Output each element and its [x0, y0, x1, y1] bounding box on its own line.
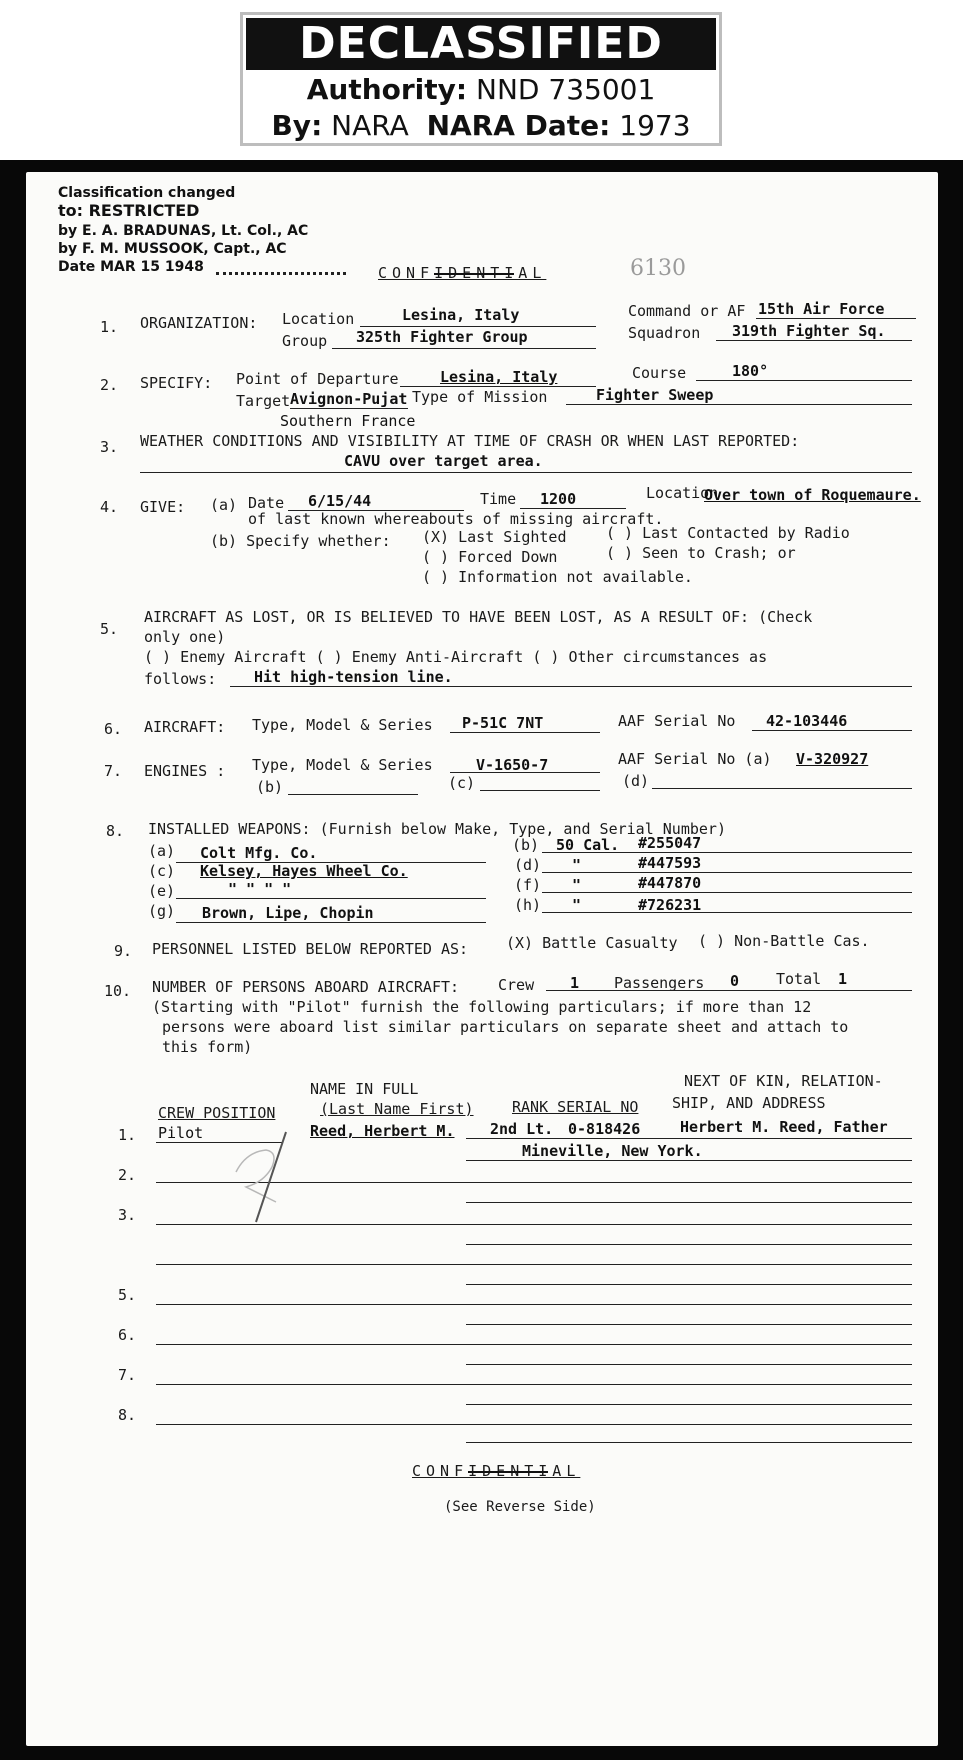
- row-8-num: 8.: [118, 1406, 137, 1424]
- row-1-address-line: [466, 1160, 912, 1161]
- s8-h: (h): [514, 896, 542, 914]
- row-7-num: 7.: [118, 1366, 137, 1384]
- s2-mission-label: Type of Mission: [412, 388, 548, 406]
- s7-d: (d): [622, 772, 650, 790]
- s3-label: WEATHER CONDITIONS AND VISIBILITY AT TIME OF CRASH OR WHEN LAST REPORTED:: [140, 432, 800, 450]
- s10-num: 10.: [104, 982, 132, 1000]
- row-2-num: 2.: [118, 1166, 137, 1184]
- s8-g-line: [176, 922, 486, 923]
- s8-e-value: " " " ": [228, 880, 292, 898]
- row-8-sub-line: [466, 1442, 912, 1443]
- s4-a: (a): [210, 496, 238, 514]
- header-classification: CONFIDENTIAL: [378, 264, 547, 282]
- s8-g: (g): [148, 902, 176, 920]
- s6-type-line: [450, 732, 600, 733]
- s10-label: NUMBER OF PERSONS ABOARD AIRCRAFT:: [152, 978, 460, 996]
- s1-squadron-label: Squadron: [628, 324, 701, 342]
- row-5-line: [156, 1304, 912, 1305]
- s8-d: (d): [514, 856, 542, 874]
- col-rank-header: RANK SERIAL NO: [512, 1098, 639, 1116]
- s9-non-battle: ( ) Non-Battle Cas.: [698, 932, 870, 950]
- row-1-address: Mineville, New York.: [522, 1142, 703, 1160]
- banner-by: By: NARA NARA Date: 1973: [271, 109, 691, 142]
- s2-course-value: 180°: [732, 362, 769, 380]
- s1-squadron-value: 319th Fighter Sq.: [732, 322, 886, 340]
- s4-time-value: 1200: [540, 490, 577, 508]
- s4-whereabouts: of last known whereabouts of missing aircraft.: [248, 510, 664, 528]
- s7-type-label: Type, Model & Series: [252, 756, 433, 774]
- s1-group-label: Group: [282, 332, 328, 350]
- s10-pass-value: 0: [730, 972, 740, 990]
- s1-label: ORGANIZATION:: [140, 314, 258, 332]
- s5-line-2: only one): [144, 628, 226, 646]
- pencil-annotation: [216, 1112, 326, 1232]
- s7-type-line: [450, 772, 600, 773]
- s2-num: 2.: [100, 376, 119, 394]
- s1-location-label: Location: [282, 310, 355, 328]
- s2-target-line: [290, 408, 408, 409]
- s3-line: [140, 472, 912, 473]
- s10-pass-label: Passengers: [614, 974, 705, 992]
- s4-info-not-available: ( ) Information not available.: [422, 568, 693, 586]
- s8-d-value: ": [572, 856, 582, 874]
- s8-a-value: Colt Mfg. Co.: [200, 844, 318, 862]
- stamp-line-3: by E. A. BRADUNAS, Lt. Col., AC: [58, 223, 309, 239]
- s2-course-line: [696, 380, 912, 381]
- s5-line: [230, 686, 912, 687]
- s9-battle-casualty: (X) Battle Casualty: [506, 934, 678, 952]
- s10-total-value: 1: [838, 970, 848, 988]
- stamp-date-line: [216, 272, 346, 275]
- s8-a: (a): [148, 842, 176, 860]
- s7-type-value: V-1650-7: [476, 756, 549, 774]
- s4-forced-down: ( ) Forced Down: [422, 548, 558, 566]
- s4-seen-crash: ( ) Seen to Crash; or: [606, 544, 796, 562]
- row-5-sub-line: [466, 1324, 912, 1325]
- s2-departure-value: Lesina, Italy: [440, 368, 558, 386]
- s8-b-line: [542, 852, 912, 853]
- col-name-header-2: (Last Name First): [320, 1100, 474, 1118]
- row-6-sub-line: [466, 1364, 912, 1365]
- s6-serial-value: 42-103446: [766, 712, 848, 730]
- row-1-kin: Herbert M. Reed, Father: [680, 1118, 888, 1136]
- s5-line-1: AIRCRAFT AS LOST, OR IS BELIEVED TO HAVE BEEN LOST, AS A RESULT OF: (Check: [144, 608, 813, 626]
- s5-num: 5.: [100, 620, 119, 638]
- s5-line-3: ( ) Enemy Aircraft ( ) Enemy Anti-Aircraft ( ) Other circumstances as: [144, 648, 768, 666]
- row-1-name: Reed, Herbert M.: [310, 1122, 455, 1140]
- s10-crew-label: Crew: [498, 976, 535, 994]
- s10-total-label: Total: [776, 970, 822, 988]
- s4-location-value: Over town of Roquemaure.: [704, 486, 921, 504]
- s3-num: 3.: [100, 438, 119, 456]
- row-8-line: [156, 1424, 912, 1425]
- s8-c-value: Kelsey, Hayes Wheel Co.: [200, 862, 408, 880]
- s4-date-value: 6/15/44: [308, 492, 372, 510]
- s6-type-value: P-51C 7NT: [462, 714, 544, 732]
- footer-classification: CONFIDENTIAL: [412, 1462, 581, 1480]
- declassified-banner: [240, 12, 722, 146]
- row-1-serial: 0-818426: [568, 1120, 641, 1138]
- s4-time-label: Time: [480, 490, 517, 508]
- s5-value: Hit high-tension line.: [254, 668, 453, 686]
- banner-authority: Authority: NND 735001: [306, 73, 656, 106]
- s7-d-line: [652, 788, 912, 789]
- s2-mission-line: [566, 404, 912, 405]
- s7-serial-label: AAF Serial No (a): [618, 750, 772, 768]
- s8-c: (c): [148, 862, 176, 880]
- row-1-num: 1.: [118, 1126, 137, 1144]
- s1-command-value: 15th Air Force: [758, 300, 885, 318]
- s2-departure-label: Point of Departure: [236, 370, 399, 388]
- s9-num: 9.: [114, 942, 133, 960]
- s10-line-3: persons were aboard list similar particulars on separate sheet and attach to: [162, 1018, 849, 1036]
- col-position-header: CREW POSITION: [158, 1104, 276, 1122]
- s1-location-value: Lesina, Italy: [402, 306, 520, 324]
- s8-num: 8.: [106, 822, 125, 840]
- s8-h-value: ": [572, 896, 582, 914]
- s4-time-line: [520, 508, 626, 509]
- footer-strike: [468, 1471, 548, 1473]
- header-strike: [434, 273, 514, 275]
- s4-last-sighted: (X) Last Sighted: [422, 528, 567, 546]
- s7-serial-a-value: V-320927: [796, 750, 869, 768]
- s1-command-label: Command or AF: [628, 302, 746, 320]
- s4-last-contacted: ( ) Last Contacted by Radio: [606, 524, 850, 542]
- s1-location-line: [360, 326, 596, 327]
- s5-follows-label: follows:: [144, 670, 217, 688]
- s6-num: 6.: [104, 720, 123, 738]
- s1-group-line: [332, 348, 596, 349]
- row-4-line: [156, 1264, 912, 1265]
- stamp-line-2: to: RESTRICTED: [58, 201, 200, 220]
- s2-target-value: Avignon-Pujat: [290, 390, 408, 408]
- s4-location-label: Location: [646, 484, 719, 502]
- row-2-sub-line: [466, 1202, 912, 1203]
- row-3-sub-line: [466, 1244, 912, 1245]
- s7-num: 7.: [104, 762, 123, 780]
- s8-e: (e): [148, 882, 176, 900]
- s6-serial-label: AAF Serial No: [618, 712, 736, 730]
- row-6-num: 6.: [118, 1326, 137, 1344]
- s8-f-value: ": [572, 876, 582, 894]
- row-7-line: [156, 1384, 912, 1385]
- s7-c: (c): [448, 774, 476, 792]
- row-6-line: [156, 1344, 912, 1345]
- s8-e-line: [176, 898, 486, 899]
- s10-crew-value: 1: [570, 974, 580, 992]
- row-1-rank: 2nd Lt.: [490, 1120, 554, 1138]
- form-number: 6130: [630, 256, 686, 281]
- stamp-line-5: Date MAR 15 1948: [58, 259, 204, 275]
- s10-line-2: (Starting with "Pilot" furnish the following particulars; if more than 12: [152, 998, 812, 1016]
- s1-command-line: [756, 318, 916, 319]
- s8-d-serial: #447593: [638, 854, 702, 872]
- row-4-sub-line: [466, 1284, 912, 1285]
- s2-departure-line: [400, 386, 596, 387]
- row-1-position: Pilot: [158, 1124, 204, 1142]
- s3-value: CAVU over target area.: [344, 452, 543, 470]
- s2-mission-value: Fighter Sweep: [596, 386, 714, 404]
- s2-course-label: Course: [632, 364, 687, 382]
- s6-label: AIRCRAFT:: [144, 718, 226, 736]
- stamp-line-4: by F. M. MUSSOOK, Capt., AC: [58, 241, 287, 257]
- s1-group-value: 325th Fighter Group: [356, 328, 528, 346]
- s8-h-serial: #726231: [638, 896, 702, 914]
- s8-b-serial: #255047: [638, 834, 702, 852]
- s8-d-line: [542, 872, 912, 873]
- s8-f-line: [542, 892, 912, 893]
- banner-title: DECLASSIFIED: [246, 18, 716, 70]
- s8-h-line: [542, 912, 912, 913]
- document-page: [26, 172, 938, 1746]
- row-3-num: 3.: [118, 1206, 137, 1224]
- s8-b-value: 50 Cal.: [556, 836, 620, 854]
- s8-f: (f): [514, 876, 542, 894]
- s1-squadron-line: [716, 340, 912, 341]
- col-kin-header-2: SHIP, AND ADDRESS: [672, 1094, 826, 1112]
- s6-serial-line: [752, 730, 912, 731]
- stamp-line-1: Classification changed: [58, 185, 236, 201]
- s7-b: (b): [256, 778, 284, 796]
- col-name-header: NAME IN FULL: [310, 1080, 419, 1098]
- s10-line: [546, 990, 912, 991]
- col-kin-header-1: NEXT OF KIN, RELATION-: [684, 1072, 883, 1090]
- s9-label: PERSONNEL LISTED BELOW REPORTED AS:: [152, 940, 469, 958]
- row-7-sub-line: [466, 1404, 912, 1405]
- s2-target-region: Southern France: [280, 412, 416, 430]
- s2-label: SPECIFY:: [140, 374, 213, 392]
- s4-label: GIVE:: [140, 498, 186, 516]
- s4-b: (b) Specify whether:: [210, 532, 391, 550]
- row-5-num: 5.: [118, 1286, 137, 1304]
- s7-c-line: [480, 790, 600, 791]
- s7-b-line: [288, 794, 418, 795]
- s6-type-label: Type, Model & Series: [252, 716, 433, 734]
- s2-target-label: Target: [236, 392, 291, 410]
- s8-f-serial: #447870: [638, 874, 702, 892]
- s4-num: 4.: [100, 498, 119, 516]
- footer-note: (See Reverse Side): [444, 1499, 596, 1515]
- s4-date-label: Date: [248, 494, 285, 512]
- s10-line-4: this form): [162, 1038, 253, 1056]
- s7-label: ENGINES :: [144, 762, 226, 780]
- s8-label: INSTALLED WEAPONS: (Furnish below Make, Type, and Serial Number): [148, 820, 726, 838]
- s1-num: 1.: [100, 318, 119, 336]
- row-1-line: [466, 1138, 912, 1139]
- s8-b: (b): [512, 836, 540, 854]
- s8-g-value: Brown, Lipe, Chopin: [202, 904, 374, 922]
